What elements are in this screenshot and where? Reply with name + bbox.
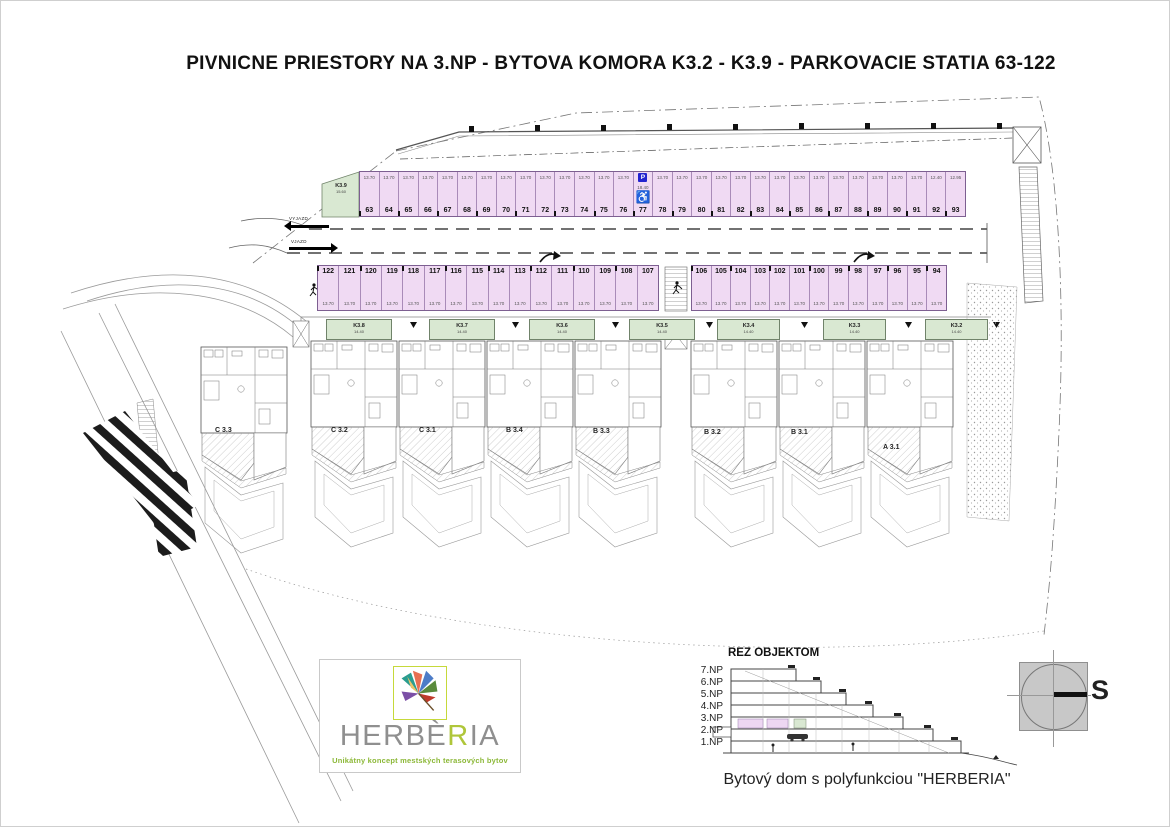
logo-word-part1: HERBÈ [339,720,448,752]
stall-area: 13.70 [500,175,512,180]
parking-stall [398,172,418,216]
stall-number: 106 [695,268,708,275]
parking-stall [338,266,359,310]
storage-unit-label: K3.9 [335,183,347,189]
parking-stall [867,172,887,216]
stall-area: 13.70 [911,301,923,306]
stall-number: 113 [514,268,526,275]
parking-stall [476,172,496,216]
stall-number: 109 [599,268,612,275]
stall-number: 65 [404,207,413,214]
storage-unit [629,319,695,340]
parking-stall [615,266,636,310]
stall-area: 13.70 [578,175,590,180]
stall-number: 77 [639,207,647,214]
stall-number: 96 [893,268,902,275]
floor-label: 2.NP [700,725,723,736]
logo-word-accent: R [447,720,470,752]
stall-number: 80 [697,207,706,214]
apartment-label: A 3.1 [883,444,900,451]
stall-area: 13.70 [852,175,864,180]
stall-area: 13.70 [754,175,766,180]
floor-labels [693,665,723,749]
parking-stall [402,266,423,310]
apartment-label: C 3.3 [215,427,232,434]
entry-arrow-icon [289,247,331,250]
parking-stall [574,172,594,216]
parking-stall [730,172,750,216]
parking-stall [554,172,574,216]
storage-unit-area: 14.40 [656,329,667,334]
parking-stall [789,266,809,310]
section-caption: Bytový dom s polyfunkciou "HERBERIA" [723,771,1011,788]
stall-area: 13.70 [343,301,356,306]
storage-unit-k39-shape [322,172,359,217]
parking-stall [907,266,927,310]
stall-number: 98 [854,268,863,275]
storage-unit-area: 14.40 [849,329,860,334]
parking-stall [496,172,516,216]
stall-number: 79 [678,207,686,214]
stall-area: 13.70 [813,175,825,180]
stall-number: 102 [773,268,786,275]
floor-label: 1.NP [700,737,723,748]
stall-number: 119 [386,268,398,275]
stall-number: 89 [873,207,882,214]
parking-stall [692,266,711,310]
stall-number: 78 [658,207,667,214]
stall-area: 13.70 [539,175,551,180]
parking-stall [379,172,399,216]
stall-area: 13.70 [832,175,845,180]
stall-area: 13.70 [429,301,441,306]
stall-area: 13.70 [402,175,414,180]
stall-area: 13.70 [514,301,526,306]
stall-number: 88 [854,207,862,214]
site-plan-drawing [1,1,1170,827]
storage-unit-area: 15.60 [335,189,346,194]
parking-stall [750,266,770,310]
stall-number: 99 [834,268,843,275]
storage-unit-area: 14.40 [456,329,467,334]
storage-unit-label: K3.3 [848,323,861,329]
logo-leaf-frame [393,666,447,720]
stall-number: 107 [642,268,654,275]
stall-number: 101 [793,268,806,275]
parking-stall [535,172,555,216]
stall-area: 13.70 [598,175,610,180]
stall-number: 63 [365,207,374,214]
stall-area: 13.70 [642,301,654,306]
parking-stall [926,266,946,310]
stall-number: 81 [717,207,726,214]
stall-area: 13.70 [422,175,434,180]
stall-number: 104 [734,268,747,275]
stall-number: 66 [424,207,432,214]
parking-stall [711,266,731,310]
parking-stall [828,172,848,216]
stall-number: 68 [463,207,471,214]
parking-stall [318,266,338,310]
stall-area: 13.70 [386,301,398,306]
parking-stall [445,266,466,310]
parking-stall [437,172,457,216]
compass-north-label: S [1091,675,1110,705]
stall-area: 13.70 [774,301,786,306]
storage-unit [823,319,886,340]
storage-unit-label: K3.2 [950,323,963,329]
storage-unit-area: 14.40 [743,329,754,334]
stall-number: 108 [620,268,633,275]
parking-stall [848,172,868,216]
page-title: PIVNICNE PRIESTORY NA 3.NP - BYTOVA KOMORA K3.2 - K3.9 - PARKOVACIE STATIA 63-122 [186,53,1056,74]
stall-number: 70 [502,207,510,214]
stall-area: 13.70 [599,301,611,306]
stall-area: 13.70 [754,301,766,306]
stall-number: 120 [364,268,377,275]
parking-stall [594,266,615,310]
stall-number: 92 [932,207,941,214]
floor-label: 4.NP [700,701,723,712]
parking-stall [809,266,829,310]
parking-stall [906,172,926,216]
stall-number: 74 [580,207,589,214]
stall-area: 13.70 [556,301,569,306]
stall-number: 71 [521,207,530,214]
stall-area: 12.40 [930,175,942,180]
stall-number: 82 [736,207,745,214]
storage-unit [529,319,595,340]
stall-area: 13.70 [852,301,864,306]
storage-unit-label: K3.7 [456,323,468,329]
section-drawing [713,665,1017,765]
parking-stall [418,172,438,216]
stall-number: 121 [343,268,356,275]
floor-label: 5.NP [700,689,723,700]
stall-area: 13.70 [695,301,707,306]
stall-number: 105 [715,268,727,275]
storage-unit-area: 14.40 [353,329,364,334]
storage-unit [925,319,988,340]
storage-unit [717,319,780,340]
stall-area: 13.70 [535,301,547,306]
stall-area: 18.40 [637,185,649,190]
storage-unit [429,319,495,340]
stall-number: 94 [932,268,941,275]
stall-area: 13.70 [793,301,805,306]
stall-area: 13.70 [832,301,845,306]
parking-stall [848,266,868,310]
stall-area: 13.70 [656,175,669,180]
stall-number: 111 [557,268,569,275]
stall-area: 13.70 [322,301,334,306]
logo-word-part2: IA [469,720,501,752]
parking-stall [360,172,379,216]
stall-area: 13.70 [559,175,571,180]
parking-stall [730,266,750,310]
compass-vertical-line [1053,650,1054,747]
stall-number: 72 [541,207,550,214]
parking-stall [613,172,633,216]
section-cut-markers [410,322,1000,328]
stall-area: 13.70 [891,175,903,180]
parking-stall [515,172,535,216]
stall-area: 13.70 [617,175,630,180]
stall-area: 13.70 [813,301,825,306]
exit-arrow-icon [291,225,329,228]
stall-number: 91 [912,207,921,214]
stall-area: 13.70 [793,175,805,180]
stall-number: 103 [754,268,766,275]
apartment-modules [201,341,953,553]
stall-number: 83 [756,207,765,214]
apartment-label: B 3.4 [506,427,523,434]
parking-stall [887,172,907,216]
stall-area: 13.70 [461,175,473,180]
stall-number: 100 [813,268,825,275]
stall-area: 13.70 [735,175,747,180]
stall-area: 13.70 [774,175,786,180]
parking-stall [750,172,770,216]
parking-stall [424,266,445,310]
storage-unit-area: 14.40 [951,329,962,334]
stall-number: 110 [578,268,590,275]
stall-area: 13.70 [891,301,904,306]
parking-stall [769,266,789,310]
stall-number: 67 [443,207,452,214]
stall-number: 115 [471,268,483,275]
parking-stall [789,172,809,216]
stall-number: 117 [429,268,441,275]
stall-number: 87 [834,207,843,214]
storage-unit-label: K3.8 [353,323,365,329]
parking-row-bottom-right [691,265,947,311]
storage-unit-label: K3.5 [656,323,668,329]
stall-area: 13.70 [441,175,454,180]
stall-area: 13.70 [872,301,884,306]
parking-stall [809,172,829,216]
stall-number: 122 [322,268,334,275]
stall-area: 13.70 [365,301,377,306]
parking-stall [711,172,731,216]
stall-number: 97 [873,268,882,275]
floor-label: 7.NP [700,665,723,676]
parking-row-bottom-left [317,265,659,311]
compass-circle [1021,664,1087,730]
stall-area: 13.70 [471,301,483,306]
parking-stall [652,172,672,216]
stall-area: 13.70 [578,301,590,306]
stall-area: 13.70 [493,301,505,306]
parking-stall [360,266,381,310]
leaf-icon [394,667,445,718]
stall-area: 13.70 [676,175,688,180]
stall-area: 13.70 [620,301,633,306]
parking-stall [488,266,509,310]
parking-sign-icon: P [638,173,647,182]
stall-number: 116 [450,268,462,275]
apartment-label: B 3.1 [791,429,808,436]
stall-number: 114 [493,268,505,275]
stall-number: 90 [893,207,901,214]
stall-area: 13.70 [520,175,532,180]
apartment-label: C 3.1 [419,427,436,434]
stall-area: 13.70 [450,301,462,306]
storage-unit-area: 14.40 [556,329,567,334]
parking-stall [926,172,946,216]
stall-area: 13.70 [383,175,395,180]
parking-stall [691,172,711,216]
parking-stall [867,266,887,310]
parking-stall [769,172,789,216]
section-title: REZ OBJEKTOM [728,647,820,659]
stall-number: 76 [619,207,628,214]
parking-stall [594,172,614,216]
parking-stall [530,266,551,310]
logo-wordmark [320,722,520,751]
logo-tagline: Unikátny koncept mestských terasových bytov [332,756,508,765]
stall-area: 13.70 [715,175,727,180]
stall-area: 13.70 [871,175,884,180]
stall-area: 13.70 [715,301,727,306]
storage-unit-label: K3.6 [556,323,568,329]
storage-unit-k39 [324,183,358,194]
parking-stall [466,266,487,310]
stall-number: 69 [482,207,491,214]
parking-stall [509,266,530,310]
stall-number: 112 [535,268,547,275]
stall-area: 13.70 [363,175,375,180]
compass-needle-icon [1054,692,1087,697]
apartment-label: B 3.3 [593,428,610,435]
stall-number: 86 [814,207,823,214]
parking-row-top [359,171,966,217]
apartment-label: B 3.2 [704,429,721,436]
parking-stall [633,172,653,216]
stall-area: 13.70 [910,175,923,180]
floor-label: 3.NP [700,713,723,724]
parking-stall [381,266,402,310]
stall-number: 93 [951,207,960,214]
stall-area: 13.70 [695,175,708,180]
stall-area: 13.70 [734,301,747,306]
stall-number: 73 [560,207,569,214]
parking-stall [573,266,594,310]
parking-stall [551,266,572,310]
stall-number: 95 [913,268,921,275]
wheelchair-icon: ♿ [635,190,651,204]
parking-stall [945,172,965,216]
apartment-label: C 3.2 [331,427,348,434]
stall-number: 84 [775,207,784,214]
herberia-logo [319,659,521,773]
parking-stall [672,172,692,216]
stall-number: 75 [599,207,608,214]
exit-label: VYJAZD [289,216,309,221]
parking-stall [457,172,477,216]
stall-area: 13.70 [480,175,493,180]
stall-number: 118 [407,268,420,275]
entry-label: VJAZD [291,239,307,244]
parking-stall [637,266,658,310]
floor-label: 6.NP [700,677,723,688]
storage-unit-label: K3.4 [742,323,755,329]
parking-stall [887,266,907,310]
storage-unit [326,319,392,340]
stall-number: 64 [384,207,393,214]
parking-stall [828,266,848,310]
stall-area: 13.70 [930,301,943,306]
stall-area: 12.95 [950,175,962,180]
stall-number: 85 [795,207,804,214]
stall-area: 13.70 [407,301,420,306]
